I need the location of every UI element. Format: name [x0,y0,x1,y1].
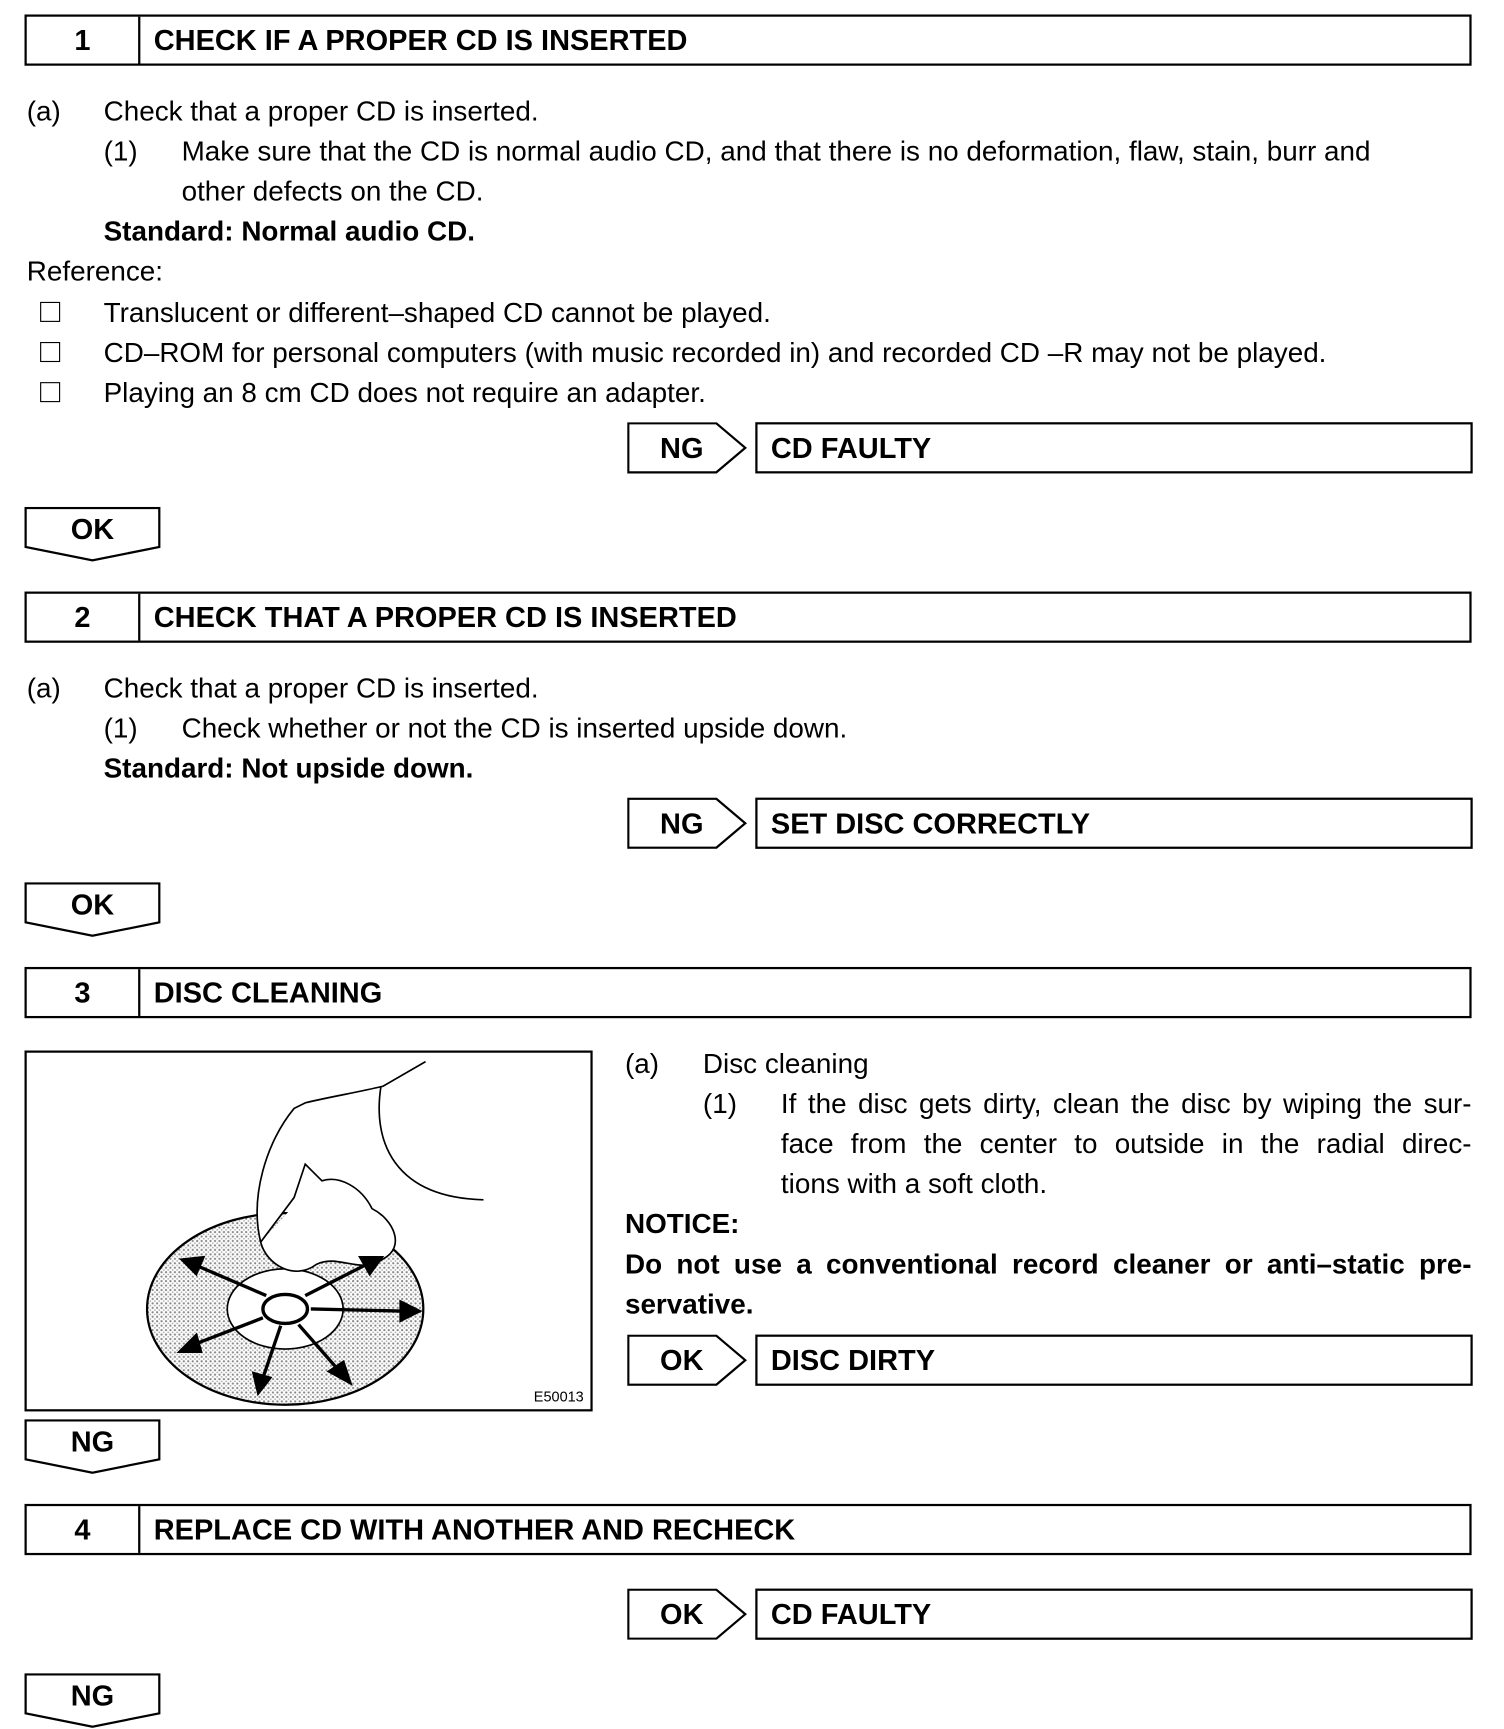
ok-result-disc-dirty [627,1335,1474,1386]
reference-item: CD–ROM for personal computers (with music recorded in) and recorded CD –R may not be played. [103,337,1327,369]
item-label: (a) [26,95,61,127]
result-label: NG [70,1424,115,1459]
result-label: OK [660,1597,704,1631]
step-3-header [25,967,1472,1018]
step-number: 2 [27,594,141,641]
standard: Standard: Not upside down. [103,753,474,785]
result-label: OK [70,887,115,922]
ng-result-set-disc [627,798,1474,849]
subitem-text: face from the center to outside in the radial direc- [780,1128,1472,1160]
ng-result-cd-faulty [627,422,1474,473]
ok-down-arrow [25,882,163,938]
item-text: Check that a proper CD is inserted. [103,95,539,127]
reference-item: Playing an 8 cm CD does not require an adapter. [103,377,706,409]
step-number: 4 [27,1506,141,1553]
subitem-text: tions with a soft cloth. [780,1168,1048,1200]
notice-text: servative. [624,1288,754,1321]
subitem-text: other defects on the CD. [181,176,484,208]
ok-result-cd-faulty [627,1589,1474,1640]
result-text: CD FAULTY [770,431,932,465]
result-label: NG [660,806,704,840]
step-title: CHECK THAT A PROPER CD IS INSERTED [153,600,737,634]
step-2-header [25,592,1472,643]
checkbox-icon [40,333,60,373]
ng-down-arrow [25,1673,163,1729]
subitem-text: If the disc gets dirty, clean the disc by wiping the sur- [780,1088,1472,1120]
disc-cleaning-illustration [25,1051,593,1412]
step-1-header [25,14,1472,65]
item-text: Check that a proper CD is inserted. [103,672,539,705]
step-number: 1 [27,17,141,64]
subitem-label: (1) [103,712,138,745]
checkbox-icon [40,293,60,333]
step-title: DISC CLEANING [153,975,383,1010]
disc-wiping-hand-icon [27,1053,591,1409]
ok-down-arrow [25,507,163,563]
step-number: 3 [27,969,141,1016]
step-4-header [25,1504,1472,1555]
checkbox-icon [40,373,60,413]
notice-text: Do not use a conventional record cleaner or anti–static pre- [624,1248,1472,1280]
step-title: REPLACE CD WITH ANOTHER AND RECHECK [153,1512,796,1547]
subitem-text: Make sure that the CD is normal audio CD, and that there is no deformation, flaw, stain, burr and [181,135,1371,168]
result-text: DISC DIRTY [770,1343,936,1377]
ng-down-arrow [25,1419,163,1475]
subitem-label: (1) [702,1088,737,1120]
result-text: SET DISC CORRECTLY [770,806,1091,840]
item-label: (a) [26,672,61,705]
reference-item: Translucent or different–shaped CD cannot be played. [103,297,771,329]
result-label: NG [660,431,704,465]
item-text: Disc cleaning [702,1048,869,1080]
result-text: CD FAULTY [770,1597,932,1631]
subitem-text: Check whether or not the CD is inserted upside down. [181,712,848,745]
subitem-label: (1) [103,135,138,168]
figure-code: E50013 [533,1388,584,1405]
result-label: OK [660,1343,704,1377]
result-label: NG [70,1678,115,1713]
notice-label: NOTICE: [624,1208,740,1240]
result-label: OK [70,512,115,546]
step-title: CHECK IF A PROPER CD IS INSERTED [153,23,688,57]
standard: Standard: Normal audio CD. [103,216,475,248]
item-label: (a) [624,1048,660,1080]
reference-label: Reference: [26,256,163,288]
